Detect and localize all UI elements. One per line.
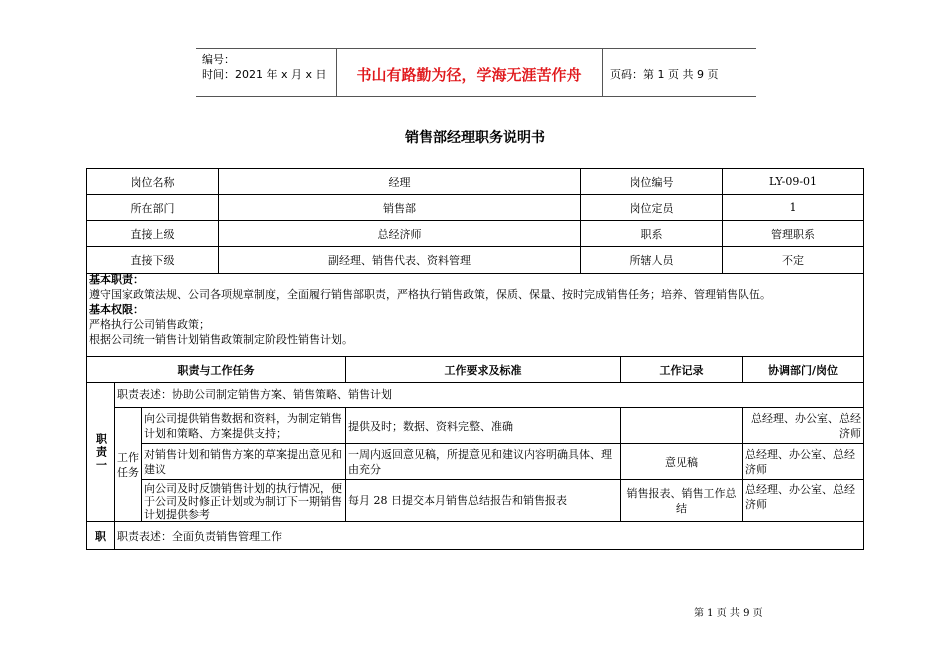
task-record: 意见稿 <box>665 455 698 469</box>
basic-duties-heading: 基本职责： <box>89 273 144 286</box>
duty2-label: 职 <box>95 530 106 543</box>
row-divider <box>142 443 863 444</box>
header-top-rule <box>196 48 756 49</box>
row-divider <box>87 382 863 383</box>
table-row <box>87 221 863 247</box>
header-divider <box>602 49 603 96</box>
basic-section <box>86 272 864 356</box>
info-key: 职系 <box>581 221 723 246</box>
duty2-description: 职责表述：全面负责销售管理工作 <box>117 530 282 543</box>
task-coordinating-dept: 总经理、办公室、总经济师 <box>751 412 861 440</box>
table-row <box>87 195 863 221</box>
task-label-text: 工作任务 <box>117 450 139 479</box>
time-label: 时间：2021 年 x 月 x 日 <box>202 68 327 81</box>
info-value: 副经理、销售代表、资料管理 <box>219 247 581 273</box>
info-key: 所在部门 <box>87 195 219 220</box>
header-meta <box>202 52 327 82</box>
task-label <box>115 408 141 521</box>
task-description: 对销售计划和销售方案的草案提出意见和建议 <box>144 448 342 476</box>
info-value: LY-09-01 <box>768 175 818 188</box>
duty1-description: 职责表述：协助公司制定销售方案、销售策略、销售计划 <box>117 388 392 401</box>
header-divider <box>336 49 337 96</box>
header-bottom-rule <box>196 96 756 97</box>
info-value: 总经济师 <box>219 221 581 246</box>
document-title: 销售部经理职务说明书 <box>405 130 545 146</box>
info-key: 直接上级 <box>87 221 219 246</box>
task-standard: 每月 28 日提交本月销售总结报告和销售报表 <box>348 494 567 507</box>
column-divider <box>620 357 621 382</box>
duty1-label-text: 职责一 <box>94 433 108 472</box>
row-divider <box>115 407 863 408</box>
column-header: 协调部门/岗位 <box>767 363 839 377</box>
task-coordinating-dept: 总经理、办公室、总经济师 <box>745 448 855 476</box>
info-value: 销售部 <box>219 195 581 220</box>
info-value: 管理职系 <box>771 227 815 241</box>
task-description: 向公司及时反馈销售计划的执行情况，便于公司及时修正计划或为制订下一期销售计划提供参考 <box>144 482 342 521</box>
basic-rights-heading: 基本权限： <box>89 303 144 316</box>
info-key: 直接下级 <box>87 247 219 273</box>
task-description: 向公司提供销售数据和资料，为制定销售计划和策略、方案提供支持； <box>144 412 342 440</box>
task-standard: 一周内返回意见稿，所提意见和建议内容明确具体、理由充分 <box>348 448 612 476</box>
basic-rights-line: 严格执行公司销售政策； <box>89 318 210 331</box>
basic-rights-line: 根据公司统一销售计划销售政策制定阶段性销售计划。 <box>89 333 353 346</box>
row-divider <box>87 521 863 522</box>
page-footer: 第 1 页 共 9 页 <box>694 608 763 619</box>
table-row <box>87 169 863 195</box>
task-record <box>621 409 742 443</box>
info-key: 岗位定员 <box>581 195 723 220</box>
page-header <box>196 48 756 98</box>
column-divider <box>345 357 346 382</box>
info-value: 1 <box>789 201 797 214</box>
table-row <box>87 247 863 273</box>
task-record: 销售报表、销售工作总结 <box>626 486 737 515</box>
task-coordinating-dept: 总经理、办公室、总经济师 <box>745 483 855 511</box>
column-header: 职责与工作任务 <box>177 363 255 377</box>
header-motto: 书山有路勤为径，学海无涯苦作舟 <box>356 66 582 84</box>
column-divider <box>742 357 743 382</box>
column-header: 工作要求及标准 <box>444 363 522 377</box>
position-info-table <box>86 168 864 274</box>
info-value: 经理 <box>219 169 581 194</box>
column-header: 工作记录 <box>659 363 704 377</box>
number-label: 编号： <box>202 53 235 66</box>
header-page-code: 页码：第 1 页 共 9 页 <box>610 68 719 81</box>
task-standard: 提供及时；数据、资料完整、准确 <box>348 419 513 433</box>
info-key: 岗位编号 <box>581 169 723 194</box>
info-value: 不定 <box>782 254 804 267</box>
info-key: 所辖人员 <box>581 247 723 273</box>
basic-duties-text: 遵守国家政策法规、公司各项规章制度，全面履行销售部职责，严格执行销售政策，保质、保量、按时完成销售任务；培养、管理销售队伍。 <box>89 288 771 301</box>
duty1-label <box>87 383 114 522</box>
info-key: 岗位名称 <box>87 169 219 194</box>
duty-table <box>86 356 864 550</box>
